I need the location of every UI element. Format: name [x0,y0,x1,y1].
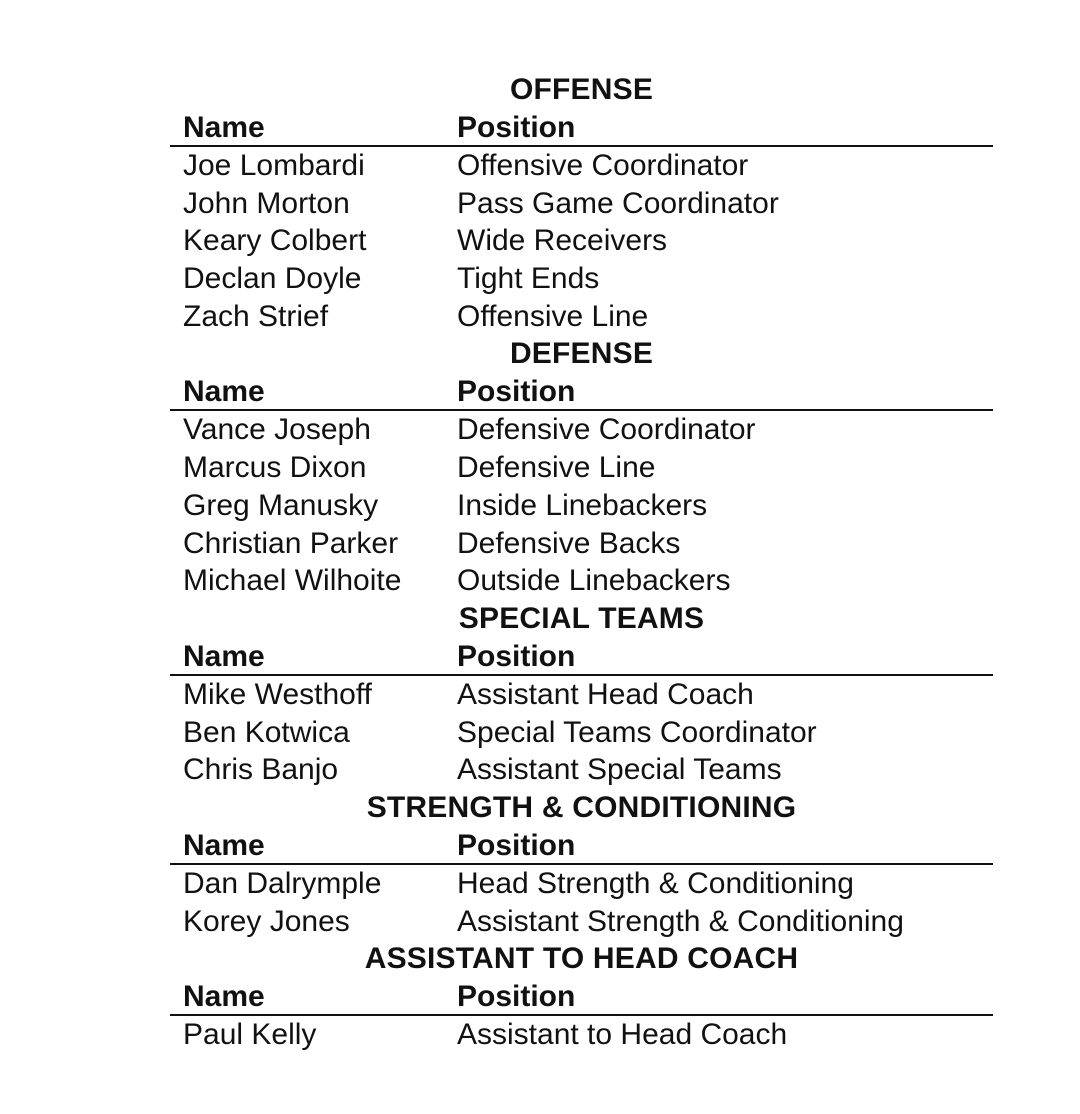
coach-name: Korey Jones [183,904,350,938]
table-row [170,562,993,600]
table-row [170,751,993,789]
coach-position: Head Strength & Conditioning [457,866,854,900]
table-row [170,903,993,941]
position-column-header: Position [457,111,576,144]
section-special-teams [170,600,993,789]
name-column-header: Name [183,111,265,144]
position-column-header: Position [457,375,576,409]
table-header-row [170,978,993,1016]
section-title: DEFENSE [509,337,654,371]
coach-name: Keary Colbert [183,224,367,258]
table-row [170,147,993,185]
coach-name: Marcus Dixon [183,451,367,485]
coach-position: Tight Ends [457,262,600,296]
position-column-header: Position [457,828,576,862]
table-row [170,714,993,752]
coach-name: Mike Westhoff [183,677,372,711]
coach-name: Chris Banjo [183,753,339,787]
coach-name: Joe Lombardi [183,149,365,182]
name-column-header: Name [183,639,265,673]
coach-position: Pass Game Coordinator [457,186,779,220]
table-row [170,525,993,563]
coach-position: Offensive Line [457,299,649,333]
coach-position: Inside Linebackers [457,488,708,522]
section-defense [170,335,993,599]
section-title: SPECIAL TEAMS [458,601,705,635]
position-column-header: Position [457,980,576,1014]
coach-name: Zach Strief [183,299,329,333]
table-row [170,411,993,449]
table-header-row [170,638,993,676]
coach-position: Defensive Backs [457,526,681,560]
coach-position: Defensive Coordinator [457,413,756,447]
coach-position: Special Teams Coordinator [457,715,817,749]
coach-position: Wide Receivers [457,224,668,258]
position-column-header: Position [457,639,576,673]
name-column-header: Name [183,980,265,1014]
coach-name: Vance Joseph [183,413,371,447]
coach-position: Assistant Strength & Conditioning [457,904,904,938]
table-row [170,260,993,298]
section-offense [170,71,993,335]
section-title: STRENGTH & CONDITIONING [366,790,797,824]
coach-name: John Morton [183,186,350,220]
section-title: ASSISTANT TO HEAD COACH [364,942,799,976]
section-assistant-to-head-coach [170,940,993,1054]
coach-position: Assistant Special Teams [457,753,782,787]
table-row [170,298,993,336]
table-row [170,1016,993,1054]
coach-name: Dan Dalrymple [183,866,382,900]
table-header-row [170,827,993,865]
coach-position: Offensive Coordinator [457,149,749,182]
table-row [170,865,993,903]
coach-name: Declan Doyle [183,262,362,296]
table-row [170,449,993,487]
name-column-header: Name [183,828,265,862]
coach-name: Michael Wilhoite [183,564,402,598]
table-row [170,487,993,525]
table-row [170,676,993,714]
coach-position: Assistant to Head Coach [457,1018,788,1052]
coach-position: Outside Linebackers [457,564,731,598]
coach-position: Assistant Head Coach [457,677,754,711]
coach-position: Defensive Line [457,451,656,485]
name-column-header: Name [183,375,265,409]
table-row [170,222,993,260]
table-row [170,185,993,223]
table-header-row [170,109,993,147]
coach-name: Paul Kelly [183,1018,317,1052]
coach-name: Greg Manusky [183,488,379,522]
table-header-row [170,373,993,411]
section-title: OFFENSE [509,73,654,106]
staff-roster [170,71,993,1054]
section-strength-conditioning [170,789,993,940]
coach-name: Ben Kotwica [183,715,350,749]
coach-name: Christian Parker [183,526,399,560]
